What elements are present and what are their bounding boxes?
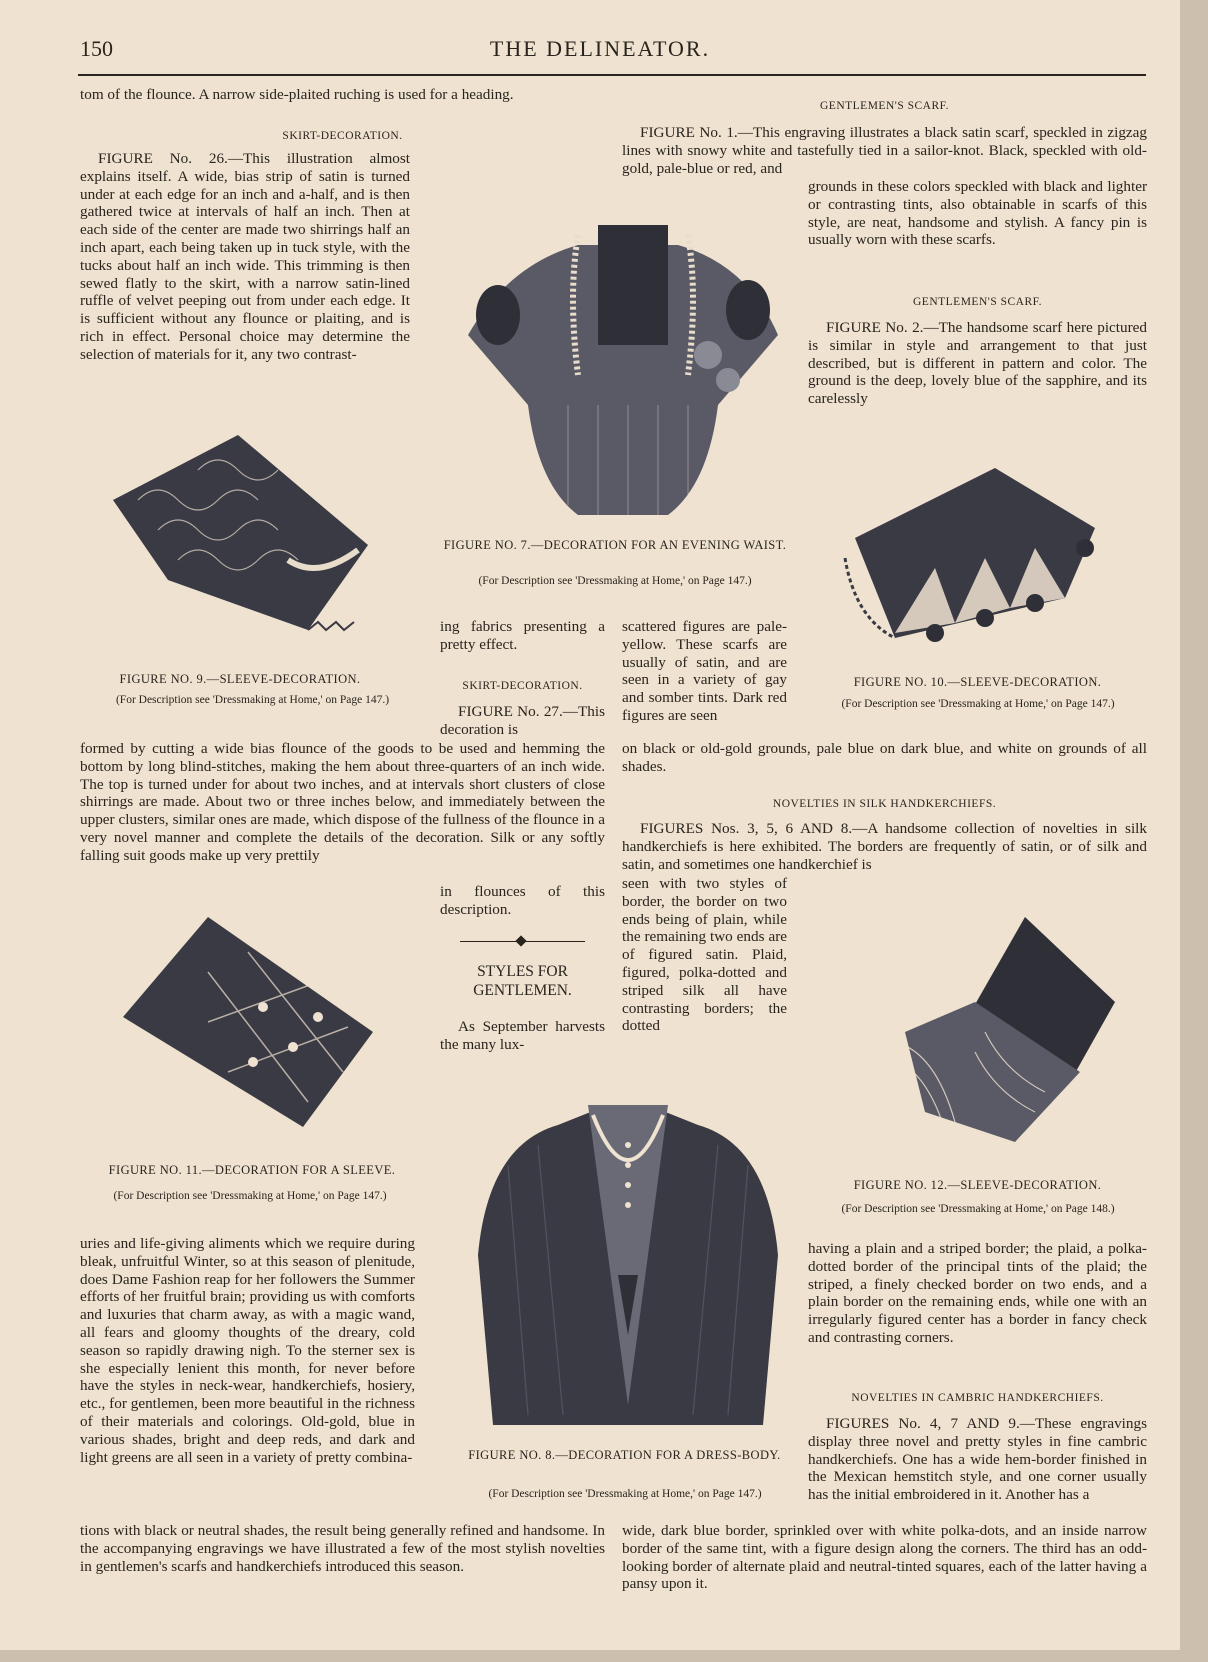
flounce-end-text: [80, 86, 605, 104]
styles-body-para: uries and life-giving aliments which we require during bleak, unfruitful Winter, so at this season of plenitude, does Dame Fashion reap for her followers the Summer efforts of her fruitful brain; providing us with comforts and luxuries that charm away, as with a magic wand, all fears and gloomy thoughts of the dreary, cold season so rapidly drawing nigh. To the sterner sex is she especially lenient this month, for never before have the styles in neck-wear, handkerchiefs, hosiery, etc., for gentlemen, been more beautiful in the richness of their materials and colorings. Old-gold, blue in various shades, bright and deep reds, and dark and light greens are all seen in a variety of pretty combina-: [80, 1235, 415, 1466]
figure-10-sleeve-engraving: [835, 428, 1120, 668]
scarf1-para: FIGURE No. 1.—This engraving illustrates a black satin scarf, speckled in zigzag lines with snowy white and tastefully tied in a sailor-knot. Black, speckled with old-gold, pale-blue or red, and: [622, 124, 1147, 177]
fig11-note: (For Description see 'Dressmaking at Home,' on Page 147.): [113, 1190, 387, 1202]
figure-7-evening-waist-engraving: [448, 205, 798, 525]
wide-border-para: wide, dark blue border, sprinkled over with white polka-dots, and an inside narrow border of the same tint, with a figure design along the corners. The third has an odd-looking border of alternate plaid and neutral-tinted squares, each of the latter having a pansy upon it.: [622, 1522, 1147, 1593]
scattered-para: scattered figures are pale-yellow. These scarfs are usually of satin, and are seen in a variety of gay and somber tints. Dark red figures are seen: [622, 618, 787, 724]
flounce-end-para: tom of the flounce. A narrow side-plaited ruching is used for a heading.: [80, 86, 514, 103]
page-number: 150: [80, 36, 113, 61]
skirt-decoration-heading: SKIRT-DECORATION.: [282, 130, 403, 142]
novelties-cambric-heading: NOVELTIES IN CAMBRIC HANDKERCHIEFS.: [851, 1392, 1104, 1404]
figure-8-dress-body-engraving: [468, 1085, 788, 1440]
fig10-caption: FIGURE NO. 10.—SLEEVE-DECORATION.: [853, 675, 1102, 689]
styles-start-para: As September harvests the many lux-: [440, 1018, 605, 1053]
fig7-caption: FIGURE NO. 7.—DECORATION FOR AN EVENING WAIST.: [443, 538, 787, 552]
scattered-figures-text: [622, 618, 787, 725]
figure-11-sleeve-engraving: [118, 912, 380, 1130]
fig10-note: (For Description see 'Dressmaking at Home,' on Page 147.): [841, 698, 1115, 710]
novelties-silk-para: FIGURES Nos. 3, 5, 6 AND 8.—A handsome collection of novelties in silk handkerchiefs is here exhibited. The borders are frequently of satin, or of silk and satin, and sometimes one handkerchief is: [622, 820, 1147, 873]
page-title: THE DELINEATOR.: [489, 36, 711, 61]
figure-12-sleeve-engraving: [865, 912, 1125, 1160]
border-styles-text: [622, 875, 787, 1035]
fig8-caption: FIGURE NO. 8.—DECORATION FOR A DRESS-BODY.: [468, 1448, 781, 1462]
novelties-silk-text: [622, 820, 1147, 873]
gentlemens-scarf-heading-2: GENTLEMEN'S SCARF.: [913, 296, 1042, 308]
fig27-start-text: [440, 703, 605, 739]
flounce-end-2-para: in flounces of this description.: [440, 883, 605, 918]
fig27-continuation-text: [80, 740, 605, 865]
border-styles-para: seen with two styles of border, the border on two ends being of plain, while the remaining two ends are of figured satin. Plaid, figured, polka-dotted and striped silk all have contrasting borders; the dotted: [622, 875, 787, 1035]
contrast-end-text: [440, 618, 605, 654]
fig7-note: (For Description see 'Dressmaking at Home,' on Page 147.): [478, 575, 752, 587]
cambric-para: FIGURES No. 4, 7 AND 9.—These engravings display three novel and pretty styles in fine cambric handkerchiefs. One has a wide hem-border finished in the Mexican hemstitch style, and one corner usually has the initial embroidered in it. Another has a: [808, 1415, 1147, 1504]
cambric-text: [808, 1415, 1147, 1504]
fig9-note: (For Description see 'Dressmaking at Home,' on Page 147.): [115, 694, 390, 706]
figure-9-sleeve-engraving: [108, 430, 383, 645]
skirt-decoration-heading-2: SKIRT-DECORATION.: [462, 680, 583, 692]
fig11-caption: FIGURE NO. 11.—DECORATION FOR A SLEEVE.: [108, 1163, 396, 1177]
plaid-border-text: [808, 1240, 1147, 1347]
plaid-border-para: having a plain and a striped border; the plaid, a polka-dotted border of the principal tints of the plaid; the striped, a finely checked border on two ends, and a plain border on the remaining ends, while one with an irregularly figured center has a border in fancy check and contrasting corners.: [808, 1240, 1147, 1346]
fig9-caption: FIGURE NO. 9.—SLEEVE-DECORATION.: [119, 672, 361, 686]
fig26-text: [80, 150, 410, 388]
scarf2-para: FIGURE No. 2.—The handsome scarf here pictured is similar in style and arrangement to that just described, but is different in pattern and color. The ground is the deep, lovely blue of the sapphire, and its carelessly: [808, 319, 1147, 408]
scattered-end-para: on black or old-gold grounds, pale blue on dark blue, and white on grounds of all shades.: [622, 740, 1147, 775]
novelties-silk-heading: NOVELTIES IN SILK HANDKERCHIEFS.: [772, 798, 997, 810]
styles-start-text: [440, 1018, 605, 1054]
styles-body-end-para: tions with black or neutral shades, the result being generally refined and handsome. In the accompanying engravings we have illustrated a few of the most stylish novelties in gentlemen's scarfs and handkerchiefs introduced this season.: [80, 1522, 605, 1575]
fig8-note: (For Description see 'Dressmaking at Home,' on Page 147.): [488, 1488, 762, 1500]
styles-body-end-text: [80, 1522, 605, 1575]
contrast-end-para: ing fabrics presenting a pretty effect.: [440, 618, 605, 653]
scattered-end-text: [622, 740, 1147, 776]
fig27-start-para: FIGURE No. 27.—This decoration is: [440, 703, 605, 738]
scarf1-para-b: grounds in these colors speckled with black and lighter or contrasting tints, also obtainable in scarfs of this style, are neat, handsome and stylish. A fancy pin is usually worn with these scarfs.: [808, 178, 1147, 249]
fig12-caption: FIGURE NO. 12.—SLEEVE-DECORATION.: [853, 1178, 1102, 1192]
scarf1-text-b: [808, 178, 1147, 249]
header-rule: [78, 74, 1146, 76]
styles-heading: STYLES FOR GENTLEMEN.: [473, 963, 572, 999]
scarf2-text: [808, 319, 1147, 408]
fig26-para: FIGURE No. 26.—This illustration almost explains itself. A wide, bias strip of satin is turned under at each edge for an inch and a-half, and is then gathered twice at intervals of half an inch. Then at each side of the center are made two shirrings half an inch apart, each being taken up in tuck style, with the tucks about half an inch wide. This trimming is then sewed flatly to the skirt, with a narrow satin-lined ruffle of velvet peeping out from under each edge. It is sufficient without any flounce or plaiting, and is rich in effect. Personal choice may determine the selection of materials for it, any two contrast-: [80, 150, 410, 363]
flounce-end-2-text: [440, 883, 605, 919]
scarf1-text: [622, 124, 1147, 177]
divider-ornament: [515, 935, 526, 946]
fig27-cont-para: formed by cutting a wide bias flounce of the goods to be used and hemming the bottom by long blind-stitches, making the hem about three-quarters of an inch wide. The top is turned under for about two inches, and at intervals short clusters of close shirrings are made. About two or three inches below, and immediately between the upper clusters, similar ones are made, which dispose of the fullness of the flounce in a very novel manner and complete the details of the decoration. Silk or any softly falling suit goods make up very prettily: [80, 740, 605, 864]
wide-border-text: [622, 1522, 1147, 1593]
styles-body-text: [80, 1235, 415, 1466]
fig12-note: (For Description see 'Dressmaking at Home,' on Page 148.): [841, 1203, 1115, 1215]
gentlemens-scarf-heading-1: GENTLEMEN'S SCARF.: [820, 100, 949, 112]
